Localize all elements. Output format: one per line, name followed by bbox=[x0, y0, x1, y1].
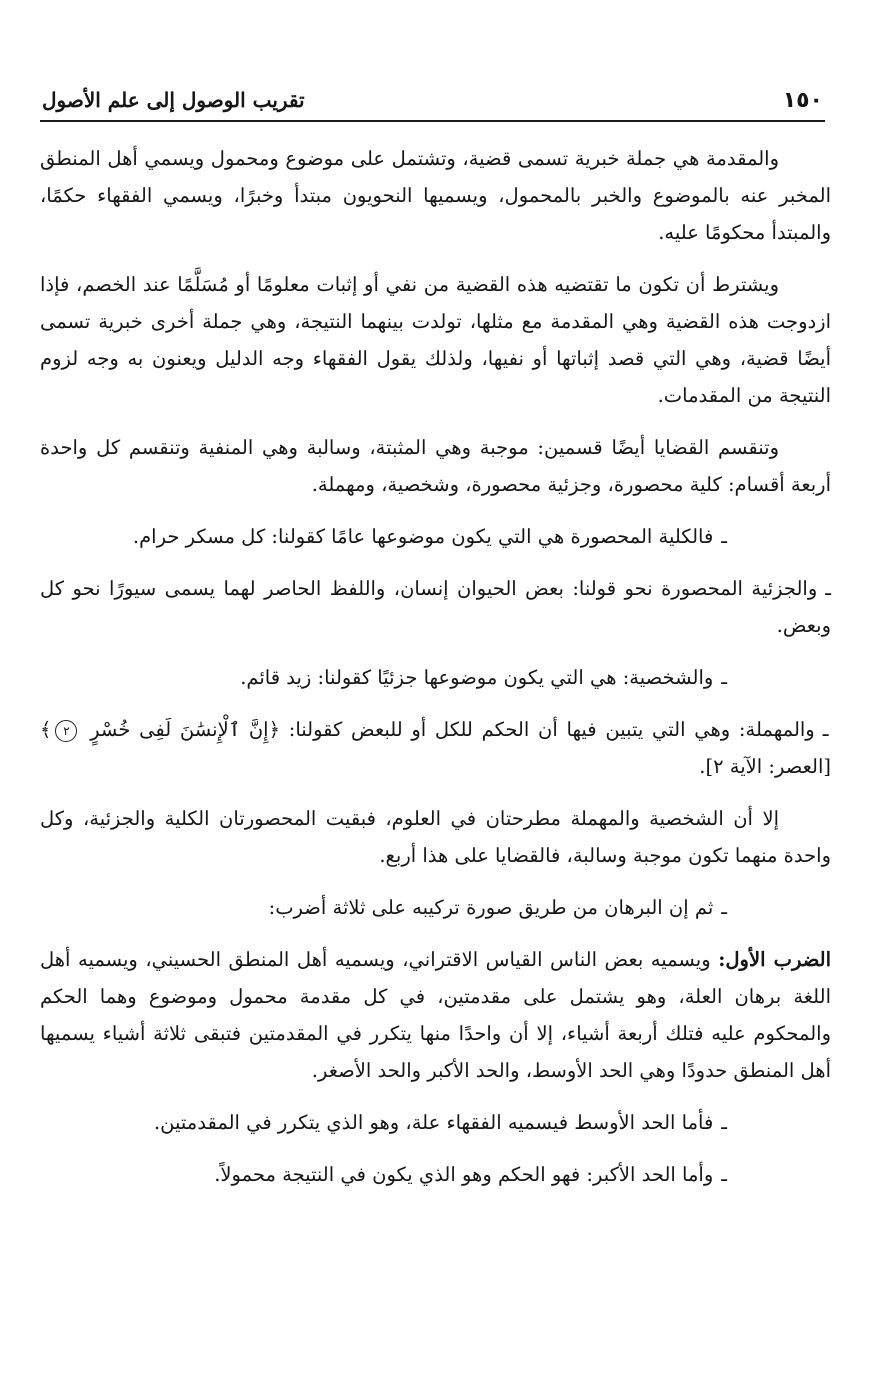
verse-citation: [العصر: الآية ٢]. bbox=[699, 755, 831, 778]
page-body bbox=[40, 140, 831, 1208]
list-marker: ـ bbox=[721, 1111, 727, 1134]
book-title: تقريب الوصول إلى علم الأصول bbox=[42, 88, 305, 112]
list-marker: ـ bbox=[721, 525, 727, 548]
list-marker: ـ bbox=[721, 1163, 727, 1186]
list-item-universal bbox=[40, 518, 831, 555]
paragraph-first-type bbox=[40, 941, 831, 1089]
verse-text: إِنَّ ٱلْإِنسَٰنَ لَفِى خُسْرٍ bbox=[90, 718, 269, 741]
list-item-singular bbox=[40, 659, 831, 696]
list-item-text: ثم إن البرهان من طريق صورة تركيبه على ثلاثة أضرب: bbox=[268, 896, 714, 919]
list-item-text: فأما الحد الأوسط فيسميه الفقهاء علة، وهو الذي يتكرر في المقدمتين. bbox=[153, 1111, 714, 1134]
paragraph-premise-definition: والمقدمة هي جملة خبرية تسمى قضية، وتشتمل على موضوع ومحمول ويسمي أهل المنطق المخبر عنه بالموضوع والخبر بالمحمول، ويسميها النحويون مبتدأ وخبرًا، ويسمي الفقهاء حكمًا، والمبتدأ محكومًا عليه. bbox=[40, 147, 831, 244]
section-lead: الضرب الأول: bbox=[718, 948, 832, 971]
list-item-text: والجزئية المحصورة نحو قولنا: بعض الحيوان إنسان، واللفظ الحاصر لهما يسمى سيورًا نحو كل وبعض. bbox=[40, 577, 831, 637]
list-marker: ـ bbox=[825, 577, 831, 600]
list-item-indefinite bbox=[40, 711, 831, 785]
page-number: ١٥٠ bbox=[782, 88, 823, 113]
verse-open-bracket: ﴿ bbox=[268, 718, 281, 741]
paragraph-proposition-division: وتنقسم القضايا أيضًا قسمين: موجبة وهي المثبتة، وسالبة وهي المنفية وتنقسم كل واحدة أربعة أقسام: كلية محصورة، وجزئية محصورة، وشخصية، ومهملة. bbox=[40, 436, 831, 496]
list-marker: ـ bbox=[822, 718, 829, 741]
list-item-particular bbox=[40, 570, 831, 644]
list-marker: ـ bbox=[721, 666, 727, 689]
list-item-text: وأما الحد الأكبر: فهو الحكم وهو الذي يكون في النتيجة محمولاً. bbox=[214, 1163, 714, 1186]
verse-close-bracket: ﴾ bbox=[40, 718, 52, 741]
list-item-text: والمهملة: وهي التي يتبين فيها أن الحكم للكل أو للبعض كقولنا: bbox=[288, 718, 815, 741]
list-item-proof-types bbox=[40, 889, 831, 926]
quran-verse bbox=[40, 718, 280, 741]
list-item-text: فالكلية المحصورة هي التي يكون موضوعها عامًا كقولنا: كل مسكر حرام. bbox=[132, 525, 714, 548]
list-item-major-term bbox=[40, 1156, 831, 1193]
paragraph-text: ويسميه بعض الناس القياس الاقتراني، ويسميه أهل المنطق الحسيني، ويسميه أهل اللغة برهان العلة، وهو يشتمل على مقدمتين، في كل مقدمة محمول وموضوع وهما الحكم والمحكوم عليه فتلك أربعة أشياء، إلا أن واحدًا منها يتكرر في المقدمتين فتبقى ثلاثة أشياء يسميها أهل المنطق حدودًا وهي الحد الأوسط، والحد الأكبر والحد الأصغر. bbox=[40, 948, 831, 1082]
list-item-text: والشخصية: هي التي يكون موضوعها جزئيًا كقولنا: زيد قائم. bbox=[240, 666, 714, 689]
list-marker: ـ bbox=[721, 896, 727, 919]
paragraph-discarded-types: إلا أن الشخصية والمهملة مطرحتان في العلوم، فبقيت المحصورتان الكلية والجزئية، وكل واحدة منهما تكون موجبة وسالبة، فالقضايا على هذا أربع. bbox=[40, 807, 831, 867]
verse-number-icon: ٢ bbox=[55, 720, 77, 742]
running-header bbox=[40, 80, 825, 122]
paragraph-premise-condition: ويشترط أن تكون ما تقتضيه هذه القضية من نفي أو إثبات معلومًا أو مُسَلَّمًا عند الخصم، فإذا ازدوجت هذه القضية وهي المقدمة مع مثلها، تولدت بينهما النتيجة، وهي جملة أخرى خبرية تسمى أيضًا قضية، وهي التي قصد إثباتها أو نفيها، ولذلك يقول الفقهاء وجه الدليل ويعنون به وجه لزوم النتيجة من المقدمات. bbox=[40, 273, 831, 407]
list-item-middle-term bbox=[40, 1104, 831, 1141]
